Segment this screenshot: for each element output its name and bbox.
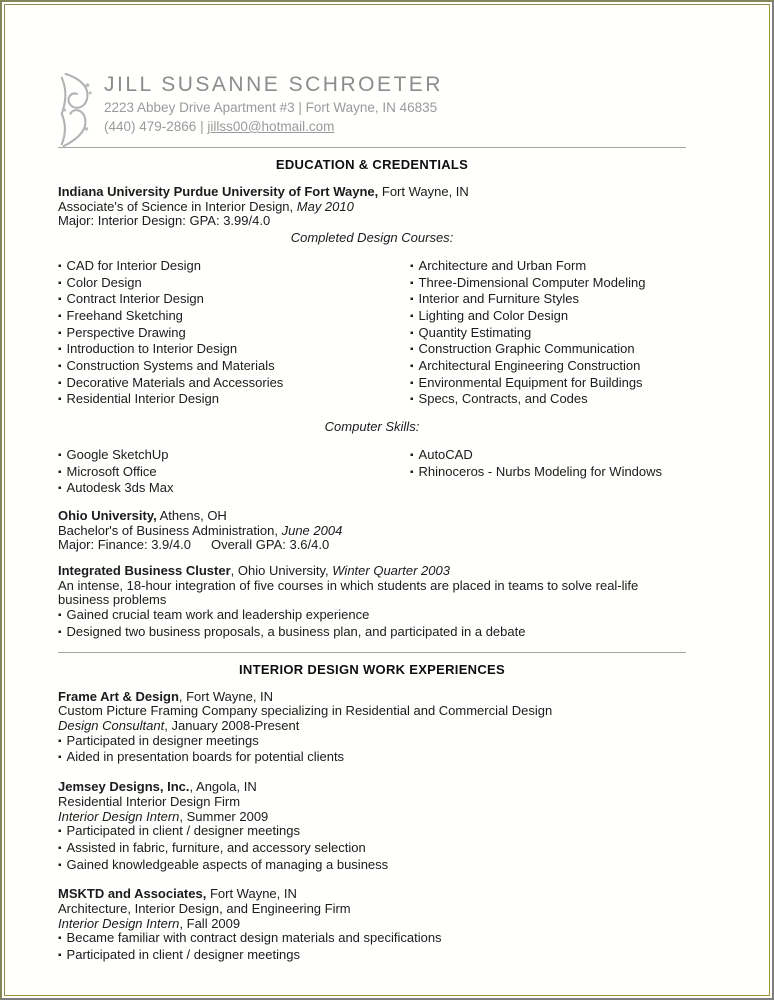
course-item: ▪ Decorative Materials and Accessories: [58, 376, 410, 393]
company-location: Fort Wayne, IN: [206, 886, 297, 902]
bullet-item: ▪ Aided in presentation boards for potential clients: [58, 750, 686, 767]
degree-date: June 2004: [281, 522, 343, 538]
cluster-title: Integrated Business Cluster: [58, 563, 231, 579]
company-location: , Angola, IN: [189, 779, 257, 795]
course-item: ▪ Architecture and Urban Form: [410, 259, 686, 276]
skill-item: ▪ Microsoft Office: [58, 465, 410, 482]
damask-flourish-icon: [58, 72, 96, 148]
bullet-item: ▪ Became familiar with contract design materials and specifications: [58, 931, 686, 948]
major-gpa: Major: Finance: 3.9/4.0: [58, 537, 191, 553]
course-item: ▪ Construction Graphic Communication: [410, 342, 686, 359]
skills-columns: [58, 448, 686, 498]
course-item: ▪ Environmental Equipment for Buildings: [410, 376, 686, 393]
course-item: ▪ CAD for Interior Design: [58, 259, 410, 276]
bullet-item: ▪ Gained knowledgeable aspects of managing a business: [58, 858, 686, 875]
degree-name: Bachelor's of Business Administration,: [58, 522, 282, 538]
skill-item: ▪ AutoCAD: [410, 448, 686, 465]
address-line: 2223 Abbey Drive Apartment #3 | Fort Wayne, IN 46835: [104, 100, 438, 115]
role-dates: , January 2008-Present: [164, 717, 300, 733]
job-entry-jemsey: [58, 780, 686, 874]
header-divider: [58, 147, 686, 148]
company-location: , Fort Wayne, IN: [178, 688, 274, 704]
work-section-heading: INTERIOR DESIGN WORK EXPERIENCES: [238, 661, 506, 677]
bullet-item: ▪ Assisted in fabric, furniture, and accessory selection: [58, 841, 686, 858]
business-cluster-entry: [58, 564, 686, 642]
role-dates: , Fall 2009: [179, 915, 241, 931]
school-location: Fort Wayne, IN: [378, 184, 469, 199]
phone-number: (440) 479-2866: [104, 119, 197, 134]
course-item: ▪ Freehand Sketching: [58, 309, 410, 326]
degree-date: May 2010: [296, 198, 354, 214]
course-item: ▪ Introduction to Interior Design: [58, 342, 410, 359]
skill-item: ▪ Google SketchUp: [58, 448, 410, 465]
school-line: [58, 509, 686, 524]
education-section-heading: EDUCATION & CREDENTIALS: [275, 157, 469, 172]
courses-columns: [58, 259, 686, 409]
course-item: ▪ Perspective Drawing: [58, 326, 410, 343]
course-item: ▪ Color Design: [58, 276, 410, 293]
course-item: ▪ Contract Interior Design: [58, 292, 410, 309]
degree-line: [58, 524, 686, 539]
education-entry-ipfw: [58, 185, 686, 229]
cluster-bullets: [58, 608, 686, 641]
role-title: Design Consultant: [58, 717, 165, 733]
skill-item: ▪ Autodesk 3ds Max: [58, 481, 410, 498]
skill-item: ▪ Rhinoceros - Nurbs Modeling for Windows: [410, 465, 686, 482]
course-item: ▪ Residential Interior Design: [58, 392, 410, 409]
company-name: MSKTD and Associates,: [58, 886, 207, 902]
cluster-date: Winter Quarter 2003: [332, 563, 450, 579]
bullet-item: ▪ Participated in client / designer meetings: [58, 824, 686, 841]
school-name: Ohio University,: [58, 507, 157, 523]
school-name: Indiana University Purdue University of Fort Wayne,: [58, 184, 379, 199]
work-section-divider: [58, 652, 686, 653]
role-title: Interior Design Intern: [58, 915, 180, 931]
courses-heading: Completed Design Courses:: [290, 230, 454, 246]
job-entry-frame-art: [58, 690, 686, 768]
resume-header: [58, 72, 686, 136]
company-description: Residential Interior Design Firm: [58, 793, 241, 809]
resume-content: [58, 0, 686, 965]
email-link[interactable]: jillss00@hotmail.com: [207, 119, 335, 134]
course-item: ▪ Architectural Engineering Construction: [410, 359, 686, 376]
contact-line: [104, 117, 686, 136]
role-title: Interior Design Intern: [58, 808, 180, 824]
contact-separator: |: [196, 119, 208, 134]
bullet-item: ▪ Participated in designer meetings: [58, 734, 686, 751]
job-bullets: [58, 931, 686, 964]
course-item: ▪ Three-Dimensional Computer Modeling: [410, 276, 686, 293]
role-line: [58, 917, 686, 932]
major-line: Major: Interior Design: GPA: 3.99/4.0: [58, 213, 271, 229]
company-line: [58, 780, 686, 795]
role-line: [58, 719, 686, 734]
bullet-item: ▪ Gained crucial team work and leadership experience: [58, 608, 686, 625]
skills-list-left: [58, 448, 410, 498]
degree-line: [58, 200, 686, 215]
courses-list-left: [58, 259, 410, 409]
course-item: ▪ Lighting and Color Design: [410, 309, 686, 326]
major-line: [58, 538, 686, 553]
company-name: Jemsey Designs, Inc.: [58, 779, 190, 795]
course-item: ▪ Construction Systems and Materials: [58, 359, 410, 376]
bullet-item: ▪ Designed two business proposals, a business plan, and participated in a debate: [58, 625, 686, 642]
school-line: [58, 185, 686, 200]
computer-skills-heading: Computer Skills:: [324, 419, 420, 435]
role-line: [58, 810, 686, 825]
degree-name: Associate's of Science in Interior Design,: [58, 198, 297, 214]
school-location: Athens, OH: [156, 507, 227, 523]
overall-gpa: Overall GPA: 3.6/4.0: [210, 537, 330, 553]
bullet-item: ▪ Participated in client / designer meetings: [58, 948, 686, 965]
cluster-title-line: [58, 564, 686, 579]
cluster-school: , Ohio University,: [230, 563, 333, 579]
role-dates: , Summer 2009: [179, 808, 269, 824]
company-line: [58, 690, 686, 705]
course-item: ▪ Quantity Estimating: [410, 326, 686, 343]
job-bullets: [58, 734, 686, 767]
course-item: ▪ Interior and Furniture Styles: [410, 292, 686, 309]
course-item: ▪ Specs, Contracts, and Codes: [410, 392, 686, 409]
skills-list-right: [410, 448, 686, 498]
company-description: Custom Picture Framing Company specializing in Residential and Commercial Design: [58, 703, 553, 719]
education-entry-ohio: [58, 509, 686, 553]
courses-list-right: [410, 259, 686, 409]
cluster-description: An intense, 18-hour integration of five courses in which students are placed in teams to solve real-life business problems: [58, 577, 639, 608]
company-name: Frame Art & Design: [58, 688, 179, 704]
company-line: [58, 887, 686, 902]
company-description: Architecture, Interior Design, and Engineering Firm: [58, 901, 351, 917]
job-entry-msktd: [58, 887, 686, 965]
job-bullets: [58, 824, 686, 874]
person-name: JILL SUSANNE SCHROETER: [104, 73, 443, 96]
